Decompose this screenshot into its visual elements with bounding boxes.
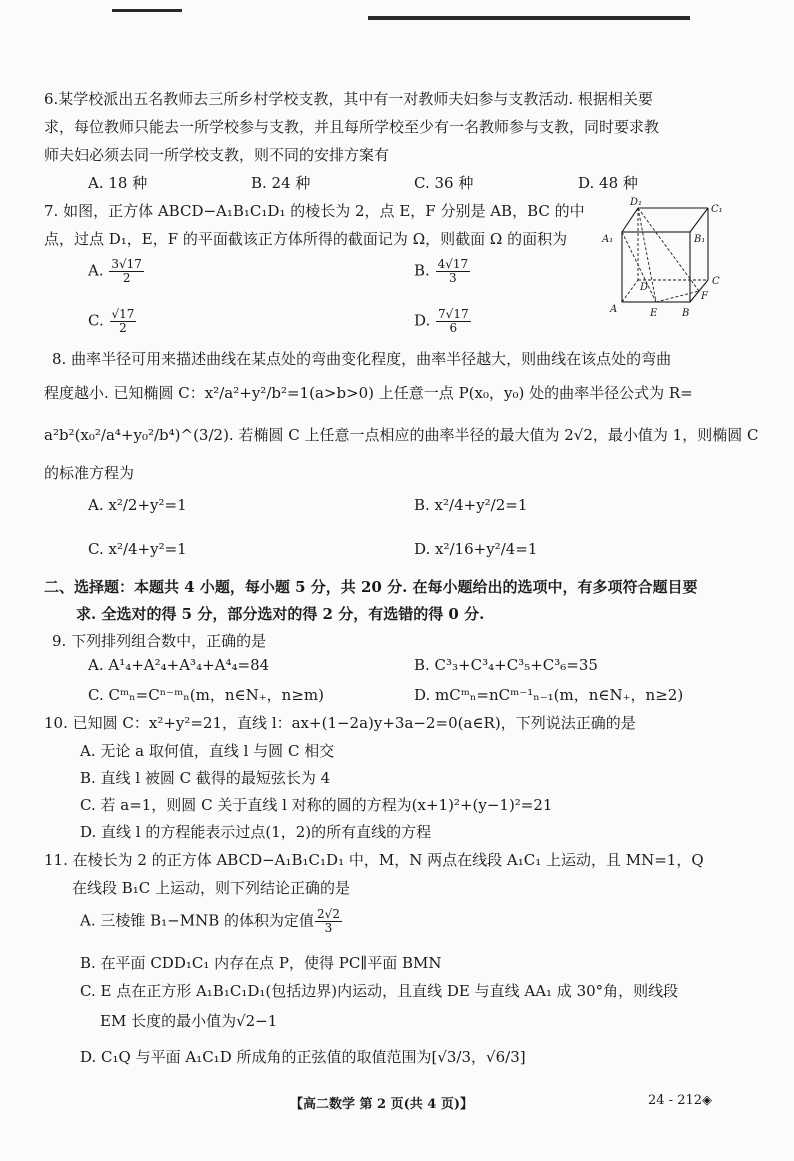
q8-option-b: B. x²/4+y²/2=1 [414,496,528,514]
q6-stem-line2: 求，每位教师只能去一所学校参与支教，并且每所学校至少有一名教师参与支教，同时要求教 [44,118,660,136]
q7-option-d [414,308,472,335]
q10-option-d: D. 直线 l 的方程能表示过点(1，2)的所有直线的方程 [80,823,432,841]
q7-option-c-num: √17 [111,307,135,321]
q7-option-c [88,308,137,335]
q9-option-a: A. A¹₄+A²₄+A³₄+A⁴₄=84 [88,656,270,674]
q7-stem-line1: 7. 如图，正方体 ABCD−A₁B₁C₁D₁ 的棱长为 2，点 E，F 分别是 AB，BC 的中 [44,202,585,220]
q7-option-d-fraction [436,308,471,335]
section-line-a1e [622,232,656,302]
q6-option-a: A. 18 种 [88,174,148,192]
q8-stem-line4: 的标准方程为 [44,464,135,482]
scan-mark-left [112,9,182,12]
q7-option-b-num: 4√17 [437,257,469,271]
q11-option-a-num: 2√2 [317,907,340,921]
section2-heading-line1: 二、选择题：本题共 4 小题，每小题 5 分，共 20 分. 在每小题给出的选项中，有多项符合题目要 [44,578,698,596]
scan-mark-right [368,16,690,20]
q6-stem-line1: 6.某学校派出五名教师去三所乡村学校支教，其中有一对教师夫妇参与支教活动. 根据相关要 [44,90,653,108]
q8-stem-line2: 程度越小. 已知椭圆 C：x²/a²+y²/b²=1(a>b>0) 上任意一点 P(x₀，y₀) 处的曲率半径公式为 R= [44,384,693,402]
q6-option-c: C. 36 种 [414,174,474,192]
q9-stem: 9. 下列排列组合数中，正确的是 [52,632,267,650]
q11-option-a-den: 3 [324,921,333,935]
q7-option-d-label: D. [414,311,431,330]
q7-option-a-fraction [109,258,144,285]
q10-stem: 10. 已知圆 C：x²+y²=21，直线 l：ax+(1−2a)y+3a−2=0(a∈R)，下列说法正确的是 [44,714,636,732]
label-D: D [640,282,649,293]
q11-option-c-line1: C. E 点在正方形 A₁B₁C₁D₁(包括边界)内运动，且直线 DE 与直线 AA₁ 成 30°角，则线段 [80,982,679,1000]
label-C1: C₁ [711,204,723,215]
q6-option-d: D. 48 种 [578,174,638,192]
q7-option-c-den: 2 [119,321,127,335]
label-D1: D₁ [630,197,643,208]
q10-option-c: C. 若 a=1，则圆 C 关于直线 l 对称的圆的方程为(x+1)²+(y−1)²=21 [80,796,553,814]
q11-option-c-line2: EM 长度的最小值为√2−1 [100,1012,278,1030]
section2-heading-line2: 求. 全选对的得 5 分，部分选对的得 2 分，有选错的得 0 分. [76,605,485,623]
label-C: C [712,276,720,287]
label-A: A [610,304,618,315]
cube-edge-b1c1 [690,208,708,232]
q6-stem-line3: 师夫妇必须去同一所学校支教，则不同的安排方案有 [44,146,390,164]
label-E: E [650,308,658,319]
q8-stem-line3: a²b²(x₀²/a⁴+y₀²/b⁴)^(3/2). 若椭圆 C 上任意一点相应的曲率半径的最大值为 2√2，最小值为 1，则椭圆 C [44,426,759,444]
cube-figure [600,196,734,320]
q9-option-b: B. C³₃+C³₄+C³₅+C³₆=35 [414,656,598,674]
cube-front-face [622,232,690,302]
section-line-ef [656,291,699,302]
q9-option-d: D. mCᵐₙ=nCᵐ⁻¹ₙ₋₁(m，n∈N₊，n≥2) [414,686,684,704]
label-A1: A₁ [602,234,614,245]
q8-option-a: A. x²/2+y²=1 [88,496,187,514]
q7-option-a-label: A. [88,261,104,280]
q11-stem-line2: 在线段 B₁C 上运动，则下列结论正确的是 [72,879,351,897]
cube-edge-a1d1 [622,208,638,232]
q11-option-b: B. 在平面 CDD₁C₁ 内存在点 P，使得 PC∥平面 BMN [80,954,442,972]
q8-option-c: C. x²/4+y²=1 [88,540,187,558]
q7-option-a-den: 2 [122,271,131,285]
footer-exam-code: 24 - 212◈ [648,1093,713,1108]
q11-option-d: D. C₁Q 与平面 A₁C₁D 所成角的正弦值的取值范围为[√3/3，√6/3] [80,1048,526,1066]
q7-option-b-fraction [436,258,471,285]
q7-option-a-num: 3√17 [111,257,142,271]
label-B1: B₁ [694,234,706,245]
q11-option-a-fraction [315,908,342,935]
q7-option-c-fraction [110,308,137,335]
q7-option-a [88,258,145,285]
q7-option-b-label: B. [414,261,430,280]
q8-stem-line1: 8. 曲率半径可用来描述曲线在某点处的弯曲变化程度，曲率半径越大，则曲线在该点处的弯曲 [52,350,672,368]
q9-option-c: C. Cᵐₙ=Cⁿ⁻ᵐₙ(m，n∈N₊，n≥m) [88,686,324,704]
q6-option-b: B. 24 种 [251,174,311,192]
q11-option-a-text: A. 三棱锥 B₁−MNB 的体积为定值 [80,911,315,930]
label-F: F [701,291,708,302]
q7-stem-line2: 点，过点 D₁，E，F 的平面截该正方体所得的截面记为 Ω，则截面 Ω 的面积为 [44,230,568,248]
q7-option-d-den: 6 [449,321,458,335]
q10-option-a: A. 无论 a 取何值，直线 l 与圆 C 相交 [80,742,335,760]
label-B: B [682,308,690,319]
q10-option-b: B. 直线 l 被圆 C 截得的最短弦长为 4 [80,769,331,787]
q11-stem-line1: 11. 在棱长为 2 的正方体 ABCD−A₁B₁C₁D₁ 中，M，N 两点在线段 A₁C₁ 上运动，且 MN=1，Q [44,851,704,869]
footer-page-info: 【高二数学 第 2 页(共 4 页)】 [290,1097,474,1112]
q7-option-d-num: 7√17 [438,307,469,321]
cube-edge-ad-hidden [622,280,638,302]
q11-option-a [80,908,343,935]
q7-option-b-den: 3 [449,271,457,285]
q7-option-c-label: C. [88,311,104,330]
q8-option-d: D. x²/16+y²/4=1 [414,540,538,558]
q7-option-b [414,258,471,285]
